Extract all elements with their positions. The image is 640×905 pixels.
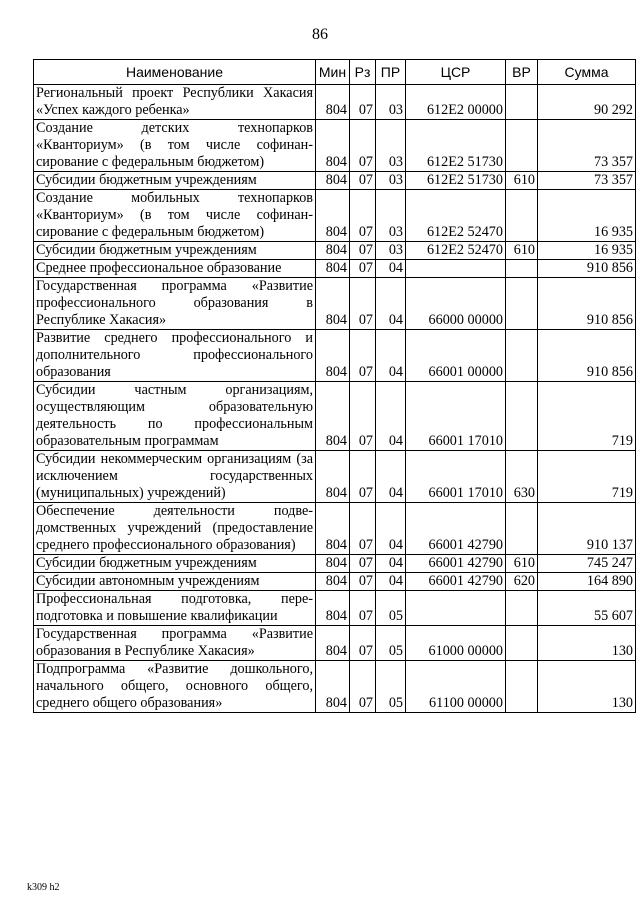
row-vr (506, 591, 538, 626)
row-csr: 612E2 52470 (406, 190, 506, 242)
row-vr (506, 503, 538, 555)
page-number: 86 (312, 26, 328, 43)
row-min: 804 (316, 573, 350, 591)
row-sum: 910 137 (538, 503, 636, 555)
row-name: Региональный проект Республики Хакасия «Успех каждого ребенка» (34, 85, 316, 120)
row-min: 804 (316, 382, 350, 451)
row-rz: 07 (350, 626, 376, 661)
row-csr (406, 260, 506, 278)
row-min: 804 (316, 330, 350, 382)
row-rz: 07 (350, 661, 376, 713)
row-name: Субсидии бюджетным учреждениям (34, 242, 316, 260)
row-vr (506, 278, 538, 330)
row-min: 804 (316, 626, 350, 661)
row-rz: 07 (350, 242, 376, 260)
row-csr: 612E2 52470 (406, 242, 506, 260)
row-pr: 03 (376, 172, 406, 190)
row-rz: 07 (350, 451, 376, 503)
row-min: 804 (316, 661, 350, 713)
row-vr (506, 120, 538, 172)
table-row (34, 260, 636, 278)
row-sum: 910 856 (538, 260, 636, 278)
table-row (34, 278, 636, 330)
row-vr: 620 (506, 573, 538, 591)
row-sum: 55 607 (538, 591, 636, 626)
table-header-row (34, 60, 636, 85)
row-min: 804 (316, 242, 350, 260)
table-row (34, 661, 636, 713)
row-min: 804 (316, 503, 350, 555)
row-vr: 630 (506, 451, 538, 503)
row-csr: 61100 00000 (406, 661, 506, 713)
table-row (34, 626, 636, 661)
row-csr: 66001 42790 (406, 555, 506, 573)
row-pr: 04 (376, 451, 406, 503)
row-name: Субсидии некоммерческим организациям (за исключением государственных (муниципальных) учреждений) (34, 451, 316, 503)
row-name: Создание мобильных технопарков «Кванториум» (в том числе софинансирование с федеральным бюджетом) (34, 190, 316, 242)
row-name: Создание детских технопарков «Кванториум» (в том числе софинансирование с федеральным бюджетом) (34, 120, 316, 172)
row-pr: 04 (376, 330, 406, 382)
row-pr: 03 (376, 242, 406, 260)
row-sum: 164 890 (538, 573, 636, 591)
row-pr: 04 (376, 555, 406, 573)
row-csr: 66001 00000 (406, 330, 506, 382)
row-vr (506, 190, 538, 242)
row-name: Обеспечение деятельности подведомственных учреждений (предоставление среднего профессионального образования) (34, 503, 316, 555)
row-name: Подпрограмма «Развитие дошкольного, начального общего, основного общего, среднего общего образования» (34, 661, 316, 713)
row-vr (506, 382, 538, 451)
table-row (34, 555, 636, 573)
row-pr: 04 (376, 278, 406, 330)
row-vr: 610 (506, 555, 538, 573)
header-min: Мин (316, 60, 350, 85)
row-rz: 07 (350, 573, 376, 591)
row-rz: 07 (350, 172, 376, 190)
row-sum: 910 856 (538, 330, 636, 382)
row-pr: 04 (376, 503, 406, 555)
row-name: Государственная программа «Развитие профессионального образования в Республике Хакасия» (34, 278, 316, 330)
table-row (34, 451, 636, 503)
row-pr: 03 (376, 120, 406, 172)
row-sum: 16 935 (538, 242, 636, 260)
row-csr: 66000 00000 (406, 278, 506, 330)
row-vr (506, 626, 538, 661)
row-sum: 910 856 (538, 278, 636, 330)
table-row (34, 573, 636, 591)
row-csr: 66001 17010 (406, 382, 506, 451)
row-pr: 03 (376, 190, 406, 242)
row-min: 804 (316, 260, 350, 278)
header-csr: ЦСР (406, 60, 506, 85)
row-min: 804 (316, 85, 350, 120)
row-csr (406, 591, 506, 626)
row-rz: 07 (350, 591, 376, 626)
row-pr: 04 (376, 260, 406, 278)
row-rz: 07 (350, 260, 376, 278)
row-rz: 07 (350, 85, 376, 120)
row-name: Субсидии автономным учреждениям (34, 573, 316, 591)
row-vr: 610 (506, 172, 538, 190)
row-sum: 719 (538, 382, 636, 451)
row-sum: 73 357 (538, 120, 636, 172)
row-sum: 745 247 (538, 555, 636, 573)
row-min: 804 (316, 120, 350, 172)
row-csr: 612E2 51730 (406, 120, 506, 172)
row-pr: 04 (376, 573, 406, 591)
table-row (34, 242, 636, 260)
row-min: 804 (316, 451, 350, 503)
row-csr: 612E2 00000 (406, 85, 506, 120)
row-sum: 73 357 (538, 172, 636, 190)
table-row (34, 85, 636, 120)
row-name: Государственная программа «Развитие образования в Республике Хакасия» (34, 626, 316, 661)
row-sum: 719 (538, 451, 636, 503)
row-rz: 07 (350, 190, 376, 242)
row-csr: 66001 42790 (406, 573, 506, 591)
row-pr: 03 (376, 85, 406, 120)
table-row (34, 330, 636, 382)
row-rz: 07 (350, 555, 376, 573)
row-vr (506, 330, 538, 382)
table-body (34, 85, 636, 713)
row-rz: 07 (350, 382, 376, 451)
row-rz: 07 (350, 120, 376, 172)
row-pr: 05 (376, 626, 406, 661)
row-sum: 16 935 (538, 190, 636, 242)
row-min: 804 (316, 278, 350, 330)
table-row (34, 120, 636, 172)
table-row (34, 503, 636, 555)
row-csr: 66001 42790 (406, 503, 506, 555)
row-vr: 610 (506, 242, 538, 260)
header-sum: Сумма (538, 60, 636, 85)
row-name: Субсидии бюджетным учреждениям (34, 555, 316, 573)
row-name: Среднее профессиональное образование (34, 260, 316, 278)
row-rz: 07 (350, 503, 376, 555)
row-min: 804 (316, 591, 350, 626)
row-sum: 130 (538, 626, 636, 661)
table-row (34, 382, 636, 451)
row-rz: 07 (350, 330, 376, 382)
footer-code: k309 h2 (27, 882, 60, 893)
row-min: 804 (316, 172, 350, 190)
row-vr (506, 661, 538, 713)
row-min: 804 (316, 190, 350, 242)
row-sum: 130 (538, 661, 636, 713)
table-row (34, 591, 636, 626)
row-rz: 07 (350, 278, 376, 330)
table-row (34, 190, 636, 242)
row-name: Субсидии частным организациям, осуществляющим образовательную деятельность по профессиональным образовательным программам (34, 382, 316, 451)
row-csr: 612E2 51730 (406, 172, 506, 190)
row-pr: 04 (376, 382, 406, 451)
header-pr: ПР (376, 60, 406, 85)
header-rz: Рз (350, 60, 376, 85)
row-vr (506, 260, 538, 278)
row-vr (506, 85, 538, 120)
budget-table (33, 59, 636, 713)
table-row (34, 172, 636, 190)
row-csr: 61000 00000 (406, 626, 506, 661)
row-sum: 90 292 (538, 85, 636, 120)
row-name: Профессиональная подготовка, переподготовка и повышение квалификации (34, 591, 316, 626)
row-name: Субсидии бюджетным учреждениям (34, 172, 316, 190)
row-name: Развитие среднего профессионального и дополнительного профессионального образования (34, 330, 316, 382)
header-name: Наименование (34, 60, 316, 85)
row-pr: 05 (376, 591, 406, 626)
row-csr: 66001 17010 (406, 451, 506, 503)
header-vr: ВР (506, 60, 538, 85)
row-pr: 05 (376, 661, 406, 713)
row-min: 804 (316, 555, 350, 573)
